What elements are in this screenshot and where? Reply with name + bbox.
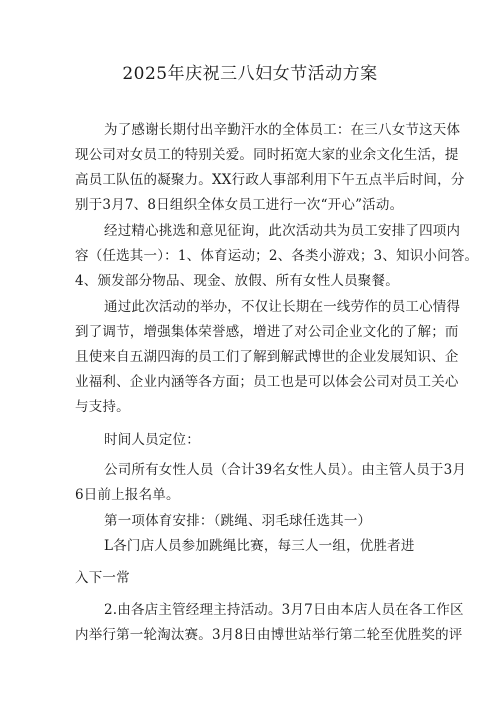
paragraph-line: 时间人员定位：	[104, 432, 200, 448]
paragraph-line: L各门店人员参加跳绳比赛，每三人一组，优胜者进	[104, 538, 415, 554]
paragraph-line: 入下一常	[75, 570, 130, 586]
document-title: 2025年庆祝三八妇女节活动方案	[122, 64, 378, 84]
paragraph-line: 到了调节，增强集体荣誉感，增进了对公司企业文化的了解；而	[75, 324, 459, 340]
paragraph-line: 内举行第一轮淘汰赛。3月8日由博世站举行第二轮至优胜奖的评	[75, 627, 463, 643]
paragraph-line: 6日前上报名单。	[75, 487, 180, 503]
paragraph-line: 高员工队伍的凝聚力。XX行政人事部利用下午五点半后时间，分	[75, 172, 465, 188]
paragraph-line: 经过精心挑选和意见征询，此次活动共为员工安排了四项内	[104, 223, 461, 239]
paragraph-line: 容（任选其一）：1、体育运动；2、各类小游戏；3、知识小问答。	[75, 248, 479, 264]
paragraph-line: 且使来自五湖四海的员工们了解到解武博世的企业发展知识、企	[75, 349, 459, 365]
paragraph-line: 与支持。	[75, 399, 130, 415]
paragraph-line: 业福利、企业内涵等各方面；员工也是可以体会公司对员工关心	[75, 374, 459, 390]
paragraph-line: 第一项体育安排：（跳绳、羽毛球任选其一）	[104, 513, 372, 529]
paragraph-line: 公司所有女性人员（合计39名女性人员）。由主管人员于3月	[104, 462, 467, 478]
paragraph-line: 别于3月7、8日组织全体女员工进行一次“开心”活动。	[75, 197, 404, 213]
paragraph-line: 2.由各店主管经理主持活动。3月7日由本店人员在各工作区	[104, 602, 464, 618]
paragraph-line: 通过此次活动的举办，不仅让长期在一线劳作的员工心情得	[104, 299, 461, 315]
paragraph-line: 现公司对女员工的特别关爱。同时拓宽大家的业余文化生活，提	[75, 147, 459, 163]
paragraph-line: 为了感谢长期付出辛勤汗水的全体员工：在三八女节这天体	[104, 122, 461, 138]
paragraph-line: 4、颁发部分物品、现金、放假、所有女性人员聚餐。	[75, 273, 399, 289]
